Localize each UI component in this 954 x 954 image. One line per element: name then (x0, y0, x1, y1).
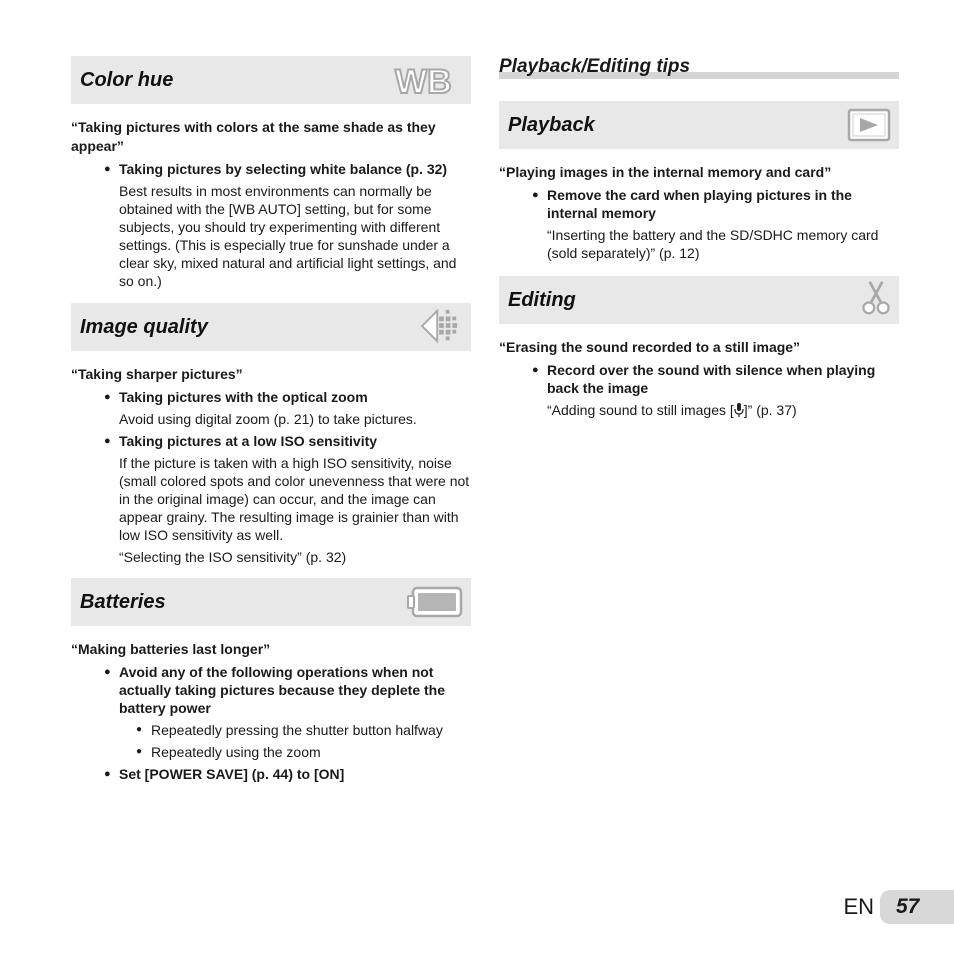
batteries-sub-bullet-2: ● Repeatedly using the zoom (71, 743, 471, 761)
image-quality-bullet-1: ● Taking pictures with the optical zoom (71, 388, 471, 406)
battery-icon (407, 585, 463, 621)
image-quality-body-3: “Selecting the ISO sensitivity” (p. 32) (119, 549, 347, 565)
play-icon (847, 107, 891, 143)
color-hue-bullet: ● Taking pictures by selecting white balance (p. 32) (71, 160, 471, 178)
batteries-sub-bullet-1: ● Repeatedly pressing the shutter button halfway (71, 721, 471, 739)
playback-bullet: ● Remove the card when playing pictures in the internal memory (499, 186, 899, 222)
image-quality-bullet-2: ● Taking pictures at a low ISO sensitivity (71, 432, 471, 450)
microphone-icon (734, 403, 744, 417)
page-footer (843, 890, 954, 924)
batteries-title: Batteries (80, 590, 166, 613)
svg-text:WB: WB (395, 63, 452, 98)
batteries-quote: “Making batteries last longer” (71, 641, 271, 657)
editing-body-start: “Adding sound to still images [ (547, 402, 734, 418)
scissors-icon (859, 280, 893, 316)
editing-bullet: ● Record over the sound with silence when playing back the image (499, 361, 899, 397)
left-column (71, 56, 471, 783)
batteries-bullet-2: ● Set [POWER SAVE] (p. 44) to [ON] (71, 765, 471, 783)
playback-quote: “Playing images in the internal memory and card” (499, 164, 832, 180)
batteries-header (71, 578, 471, 626)
page-number: 57 (896, 895, 920, 918)
image-quality-icon (419, 308, 463, 344)
tips-heading (499, 56, 899, 82)
editing-quote: “Erasing the sound recorded to a still image” (499, 339, 801, 355)
editing-body-end: ]” (p. 37) (743, 402, 797, 418)
right-column (499, 56, 899, 419)
color-hue-quote: “Taking pictures with colors at the same shade as they appear” (71, 119, 436, 154)
playback-body: “Inserting the battery and the SD/SDHC memory card (sold separately)” (p. 12) (547, 227, 879, 261)
image-quality-title: Image quality (80, 315, 208, 338)
editing-body (499, 401, 899, 419)
image-quality-quote: “Taking sharper pictures” (71, 366, 243, 382)
page-number-box (880, 890, 954, 924)
white-balance-icon (393, 62, 463, 98)
color-hue-title: Color hue (80, 68, 174, 91)
tips-title: Playback/Editing tips (499, 56, 691, 77)
playback-title: Playback (508, 113, 595, 136)
playback-header (499, 101, 899, 149)
editing-title: Editing (508, 288, 576, 311)
batteries-bullet-1: ● Avoid any of the following operations when not actually taking pictures because they deplete the battery power (71, 663, 471, 717)
language-label: EN (843, 894, 874, 919)
color-hue-body: Best results in most environments can normally be obtained with the [WB AUTO] setting, but for some subjects, you should try experimenting with different settings. (This is especially true for sunshade under a clear sky, mixed natural and artificial light settings, and so on.) (119, 183, 457, 289)
color-hue-header (71, 56, 471, 104)
editing-header (499, 276, 899, 324)
image-quality-body-1: Avoid using digital zoom (p. 21) to take pictures. (119, 411, 417, 427)
image-quality-body-2: If the picture is taken with a high ISO sensitivity, noise (small colored spots and color unevenness that were not in the original image) can occur, and the image can appear grainy. The resulting image is grainier than with low ISO sensitivity as well. (119, 455, 470, 543)
image-quality-header (71, 303, 471, 351)
